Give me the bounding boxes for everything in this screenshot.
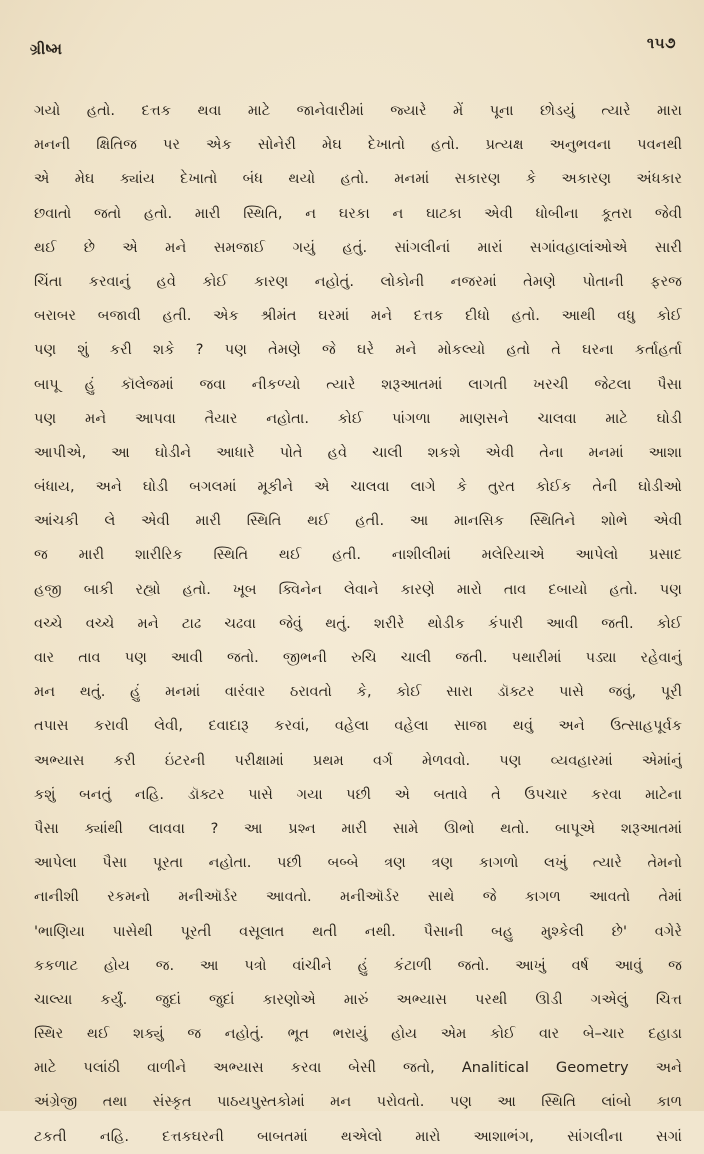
text-line: આપેલા પૈસા પૂરતા નહોતા. પછી બબ્બે ત્રણ ત્રણ કાગળો લખું ત્યારે તેમનો	[34, 854, 682, 872]
text-line: કશું બનતું નહિ. ડૉક્ટર પાસે ગયા પછી એ બતાવે તે ઉપચાર કરવા માટેના	[34, 785, 682, 803]
text-line: એ મેઘ ક્યાંય દેખાતો બંધ થયો હતો. મનમાં સકારણ કે અકારણ અંધકાર	[34, 170, 682, 188]
text-line: ચાલ્યા કર્યું. જુદાં જુદાં કારણોએ મારું અભ્યાસ પરથી ઊડી ગએલું ચિત્ત	[34, 990, 682, 1008]
text-line: 'ભાણિયા પાસેથી પૂરતી વસૂલાત થતી નથી. પૈસાની બહુ મુશ્કેલી છે' વગેરે	[34, 922, 682, 940]
body-text	[34, 94, 682, 1154]
text-line: આંચકી લે એવી મારી સ્થિતિ થઈ હતી. આ માનસિક સ્થિતિને શોભે એવી	[34, 512, 682, 530]
text-line: છવાતો જતો હતો. મારી સ્થિતિ, ન ઘરકા ન ઘાટકા એવી ધોબીના કૂતરા જેવી	[34, 204, 682, 222]
text-line: મનની ક્ષિતિજ પર એક સોનેરી મેઘ દેખાતો હતો. પ્રત્યક્ષ અનુભવના પવનથી	[34, 136, 682, 154]
text-line: બાપૂ હું કૉલેજમાં જવા નીકળ્યો ત્યારે શરૂઆતમાં લાગતી ખરચી જેટલા પૈસા	[34, 375, 682, 393]
text-line: આપીએ, આ ઘોડીને આધારે પોતે હવે ચાલી શકશે એવી તેના મનમાં આશા	[34, 443, 682, 461]
text-line: પણ મને આપવા તૈયાર નહોતા. કોઈ પાંગળા માણસને ચાલવા માટે ઘોડી	[34, 409, 682, 427]
text-line: વચ્ચે વચ્ચે મને ટાઢ ચઢવા જેવું થતું. શરીરે થોડીક કંપારી આવી જતી. કોઈ	[34, 614, 682, 632]
text-line: હજી બાકી રહ્યો હતો. ખૂબ ક્વિનેન લેવાને કારણે મારો તાવ દબાયો હતો. પણ	[34, 580, 682, 598]
text-line: અંગ્રેજી તથા સંસ્કૃત પાઠયપુસ્તકોમાં મન પરોવતો. પણ આ સ્થિતિ લાંબો કાળ	[34, 1093, 682, 1111]
text-line: બંધાય, અને ઘોડી બગલમાં મૂકીને એ ચાલવા લાગે કે તુરત કોઈક તેની ઘોડીઓ	[34, 478, 682, 496]
text-line: સ્થિર થઈ શક્યું જ નહોતું. ભૂત ભરાયું હોય એમ કોઈ વાર બે–ચાર દહાડા	[34, 1025, 682, 1043]
text-line: બરાબર બજાવી હતી. એક શ્રીમંત ઘરમાં મને દત્તક દીધો હતો. આથી વધુ કોઈ	[34, 307, 682, 325]
text-line: પણ શું કરી શકે ? પણ તેમણે જે ઘરે મને મોકલ્યો હતો તે ઘરના કર્તાહર્તા	[34, 341, 682, 359]
running-head: ગ્રીષ્મ	[30, 40, 63, 58]
text-line: નાનીશી રકમનો મનીઑર્ડર આવતો. મનીઑર્ડર સાથે જે કાગળ આવતો તેમાં	[34, 888, 682, 906]
text-line: માટે પલાંઠી વાળીને અભ્યાસ કરવા બેસી જતો, Analitical Geometry અને	[34, 1059, 682, 1077]
text-line: પૈસા ક્યાંથી લાવવા ? આ પ્રશ્ન મારી સામે ઊભો થતો. બાપૂએ શરૂઆતમાં	[34, 819, 682, 837]
text-line: તપાસ કરાવી લેવી, દવાદારૂ કરવાં, વહેલા વહેલા સાજા થવું અને ઉત્સાહપૂર્વક	[34, 717, 682, 735]
text-line: જ મારી શારીરિક સ્થિતિ થઈ હતી. નાશીલીમાં મલેરિયાએ આપેલો પ્રસાદ	[34, 546, 682, 564]
text-line: થઈ છે એ મને સમજાઈ ગયું હતું. સાંગલીનાં મારાં સગાંવહાલાંઓએ સારી	[34, 238, 682, 256]
page-number: ૧૫૭	[646, 34, 676, 52]
text-line: ગયો હતો. દત્તક થવા માટે જાનેવારીમાં જ્યારે મેં પૂના છોડયું ત્યારે મારા	[34, 102, 682, 119]
text-line: મન થતું. હું મનમાં વારંવાર ઠરાવતો કે, કોઈ સારા ડૉક્ટર પાસે જવું, પૂરી	[34, 683, 682, 701]
text-line: વાર તાવ પણ આવી જતો. જીભની રુચિ ચાલી જતી. પથારીમાં પડ્યા રહેવાનું	[34, 649, 682, 666]
text-line: અભ્યાસ કરી ઇંટરની પરીક્ષામાં પ્રથમ વર્ગ મેળવવો. પણ વ્યવહારમાં એમાંનું	[34, 751, 682, 769]
text-line: ટકતી નહિ. દત્તકઘરની બાબતમાં થએલો મારો આશાભંગ, સાંગલીના સગાં	[34, 1127, 682, 1145]
text-line: કકળાટ હોય જ. આ પત્રો વાંચીને હું કંટાળી જતો. આખું વર્ષ આવું જ	[34, 956, 682, 974]
text-line: ચિંતા કરવાનું હવે કોઈ કારણ નહોતું. લોકોની નજરમાં તેમણે પોતાની ફરજ	[34, 272, 682, 290]
